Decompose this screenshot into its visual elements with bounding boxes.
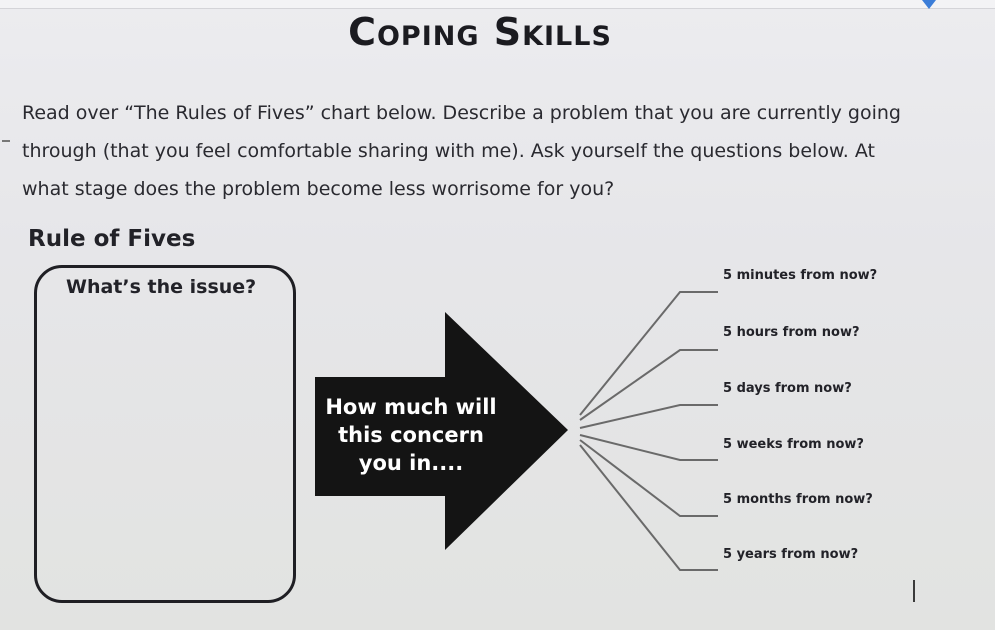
time-option-months: 5 months from now? xyxy=(723,492,873,507)
time-option-hours: 5 hours from now? xyxy=(723,325,860,340)
top-toolbar-edge xyxy=(0,0,995,9)
page-title: Coping Skills xyxy=(348,10,612,54)
margin-dash xyxy=(2,140,10,142)
issue-box[interactable] xyxy=(34,265,296,603)
time-option-years: 5 years from now? xyxy=(723,547,859,562)
chart-subtitle: Rule of Fives xyxy=(28,226,196,252)
issue-box-label: What’s the issue? xyxy=(66,276,257,298)
branch-line-hours xyxy=(580,350,718,420)
branch-lines xyxy=(570,280,730,580)
branch-line-days xyxy=(580,405,718,428)
branch-line-years xyxy=(580,445,718,570)
arrow-text: How much will this concern you in.... xyxy=(325,395,497,475)
time-option-weeks: 5 weeks from now? xyxy=(723,437,864,452)
branch-line-minutes xyxy=(580,292,718,415)
time-option-minutes: 5 minutes from now? xyxy=(723,268,878,283)
instructions-paragraph: Read over “The Rules of Fives” chart below. Describe a problem that you are currently going through (that you feel comfortable sharing with me). Ask yourself the questions below. At what stage does the problem become less worrisome for you? xyxy=(22,102,901,200)
scroll-marker-icon[interactable] xyxy=(922,0,936,9)
text-cursor xyxy=(913,580,915,602)
time-option-days: 5 days from now? xyxy=(723,381,852,396)
